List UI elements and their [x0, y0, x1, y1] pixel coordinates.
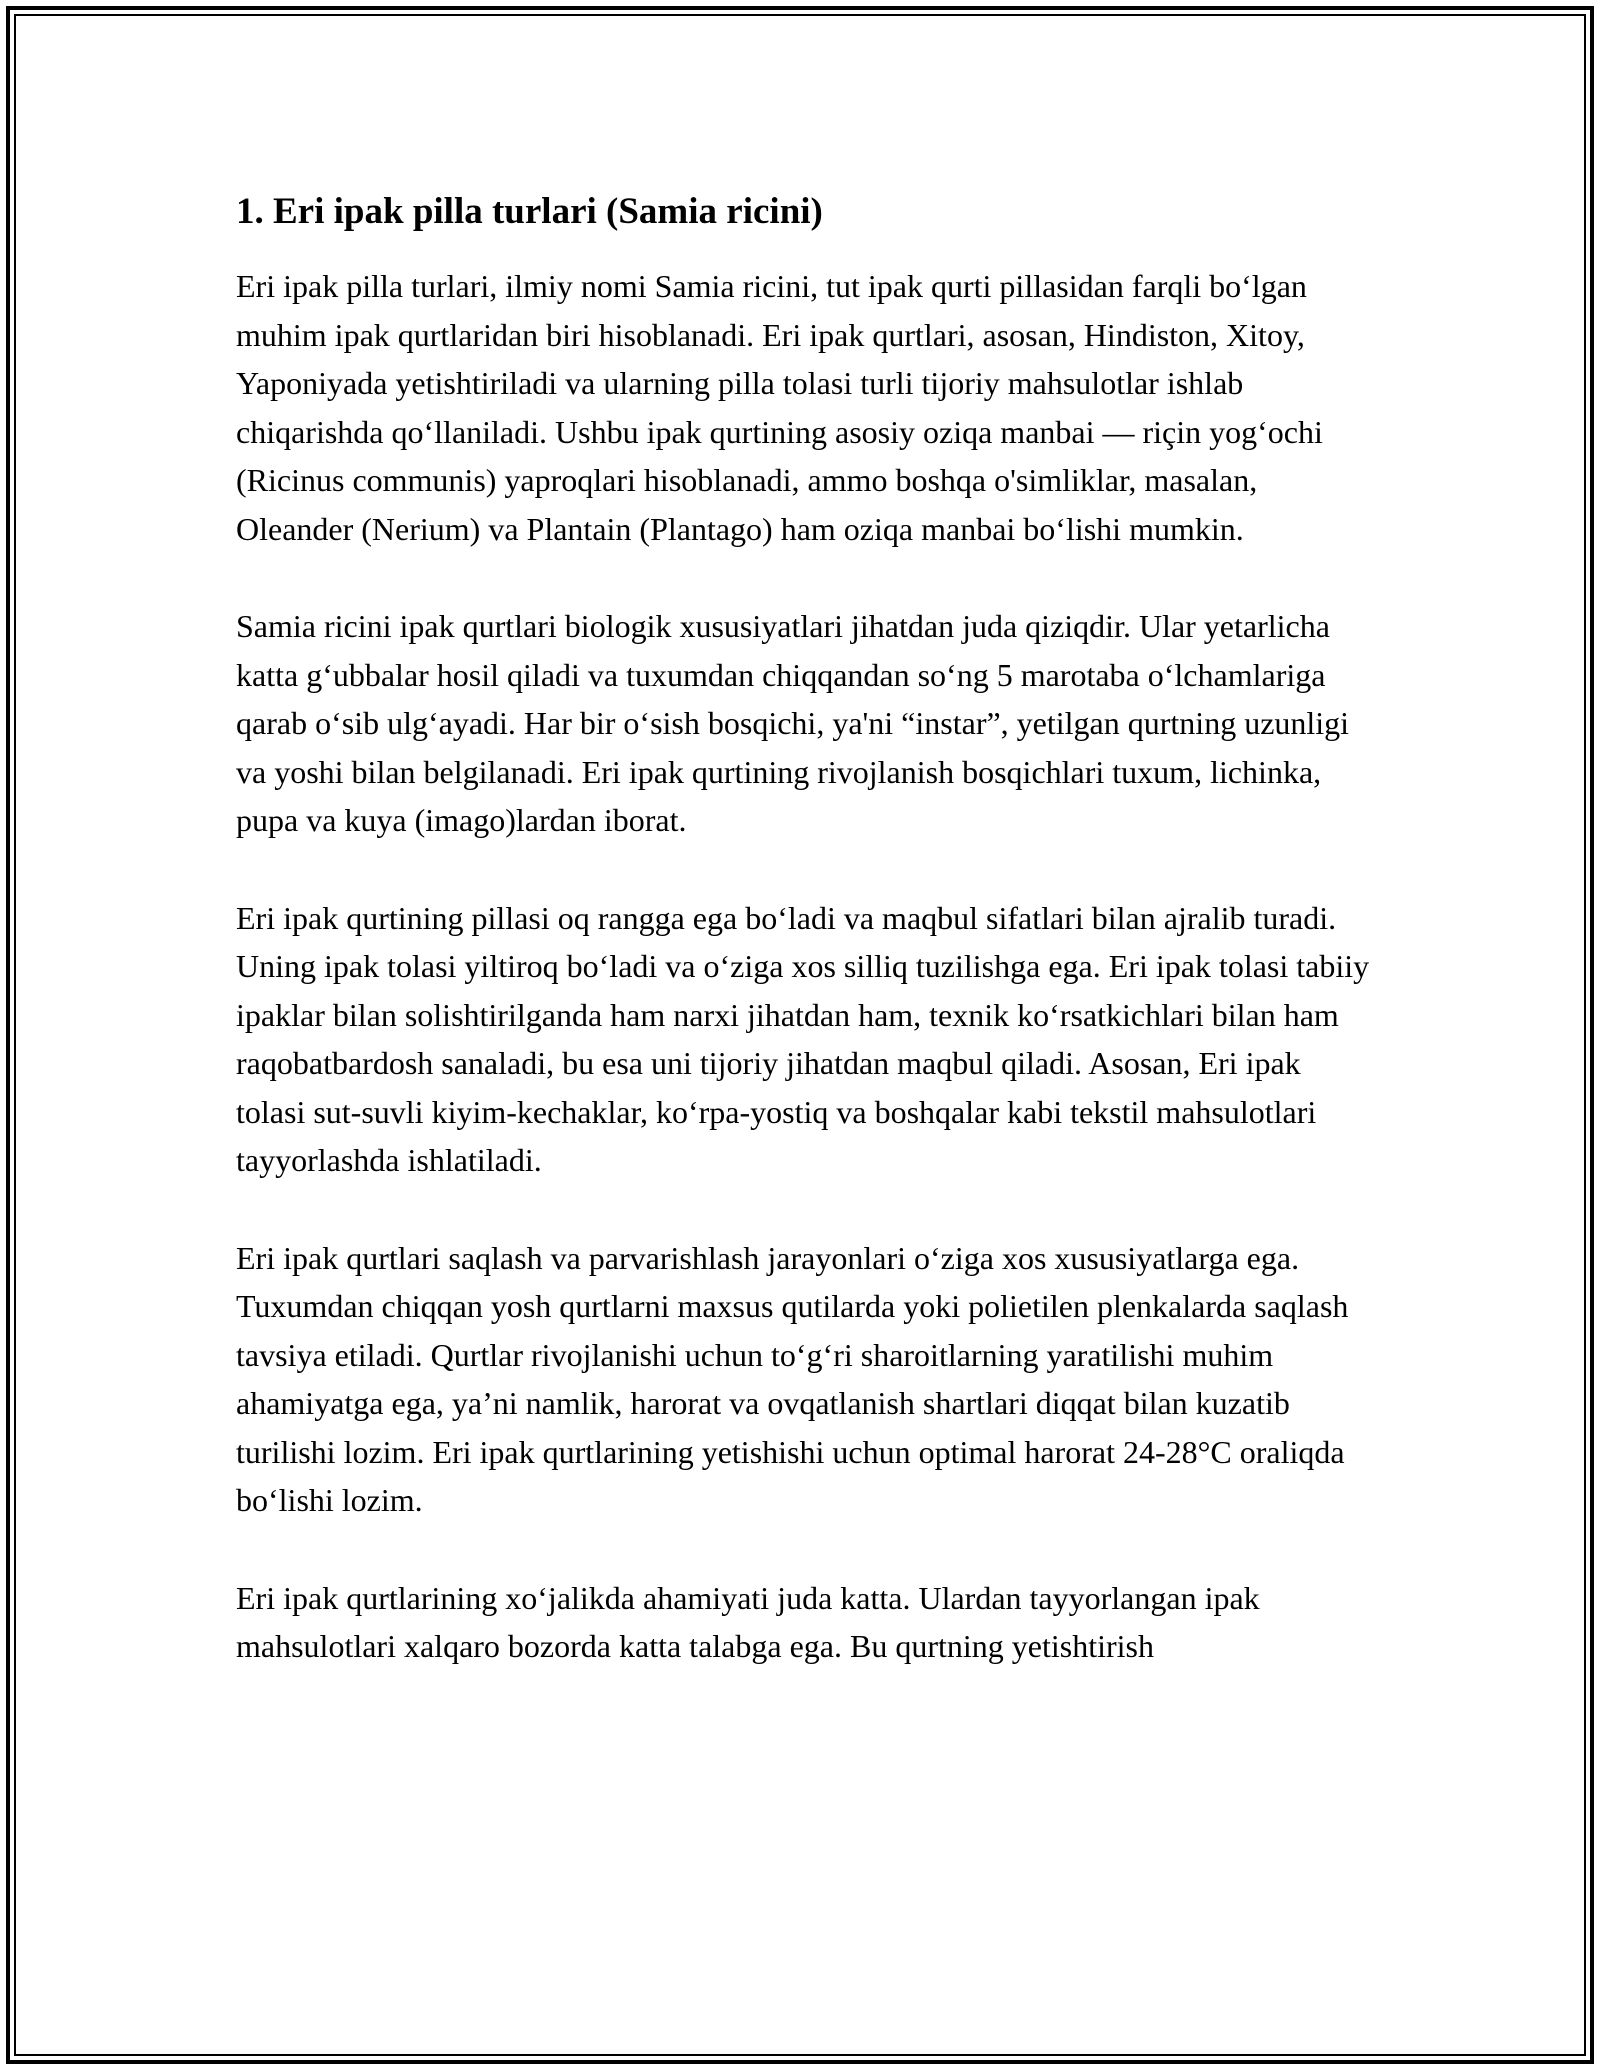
paragraph-4: Eri ipak qurtlari saqlash va parvarishlash jarayonlari oʻziga xos xususiyatlarga ega. Tuxumdan chiqqan yosh qurtlarni maxsus qutilarda yoki polietilen plenkalarda saqlash tavsiya etiladi. Qurtlar rivojlanishi uchun toʻgʻri sharoitlarning yaratilishi muhim ahamiyatga ega, yaʼni namlik, harorat va ovqatlanish shartlari diqqat bilan kuzatib turilishi lozim. Eri ipak qurtlarining yetishishi uchun optimal harorat 24-28°C oraliqda boʻlishi lozim.: [236, 1239, 1349, 1518]
paragraph-2: Samia ricini ipak qurtlari biologik xususiyatlari jihatdan juda qiziqdir. Ular yetarlicha katta gʻubbalar hosil qiladi va tuxumdan chiqqandan soʻng 5 marotaba oʻlchamlariga qarab oʻsib ulgʻayadi. Har bir oʻsish bosqichi, ya'ni “instar”, yetilgan qurtning uzunligi va yoshi bilan belgilanadi. Eri ipak qurtining rivojlanish bosqichlari tuxum, lichinka, pupa va kuya (imago)lardan iborat.: [236, 608, 1350, 838]
paragraph-5: Eri ipak qurtlarining xoʻjalikda ahamiyati juda katta. Ulardan tayyorlangan ipak mahsulotlari xalqaro bozorda katta talabga ega. Bu qurtning yetishtirish: [236, 1579, 1260, 1664]
section-heading: 1. Eri ipak pilla turlari (Samia ricini): [236, 191, 823, 232]
paragraph-1: Eri ipak pilla turlari, ilmiy nomi Samia ricini, tut ipak qurti pillasidan farqli boʻlgan muhim ipak qurtlaridan biri hisoblanadi. Eri ipak qurtlari, asosan, Hindiston, Xitoy, Yaponiyada yetishtiriladi va ularning pilla tolasi turli tijoriy mahsulotlar ishlab chiqarishda qoʻllaniladi. Ushbu ipak qurtining asosiy oziqa manbai — riçin yogʻochi (Ricinus communis) yaproqlari hisoblanadi, ammo boshqa o'simliklar, masalan, Oleander (Nerium) va Plantain (Plantago) ham oziqa manbai boʻlishi mumkin.: [236, 268, 1323, 547]
document-body: [236, 188, 1374, 1720]
paragraph-3: Eri ipak qurtining pillasi oq rangga ega boʻladi va maqbul sifatlari bilan ajralib turadi. Uning ipak tolasi yiltiroq boʻladi va oʻziga xos silliq tuzilishga ega. Eri ipak tolasi tabiiy ipaklar bilan solishtirilganda ham narxi jihatdan ham, texnik koʻrsatkichlari bilan ham raqobatbardosh sanaladi, bu esa uni tijoriy jihatdan maqbul qiladi. Asosan, Eri ipak tolasi sut-suvli kiyim-kechaklar, koʻrpa-yostiq va boshqalar kabi tekstil mahsulotlari tayyorlashda ishlatiladi.: [236, 899, 1370, 1178]
